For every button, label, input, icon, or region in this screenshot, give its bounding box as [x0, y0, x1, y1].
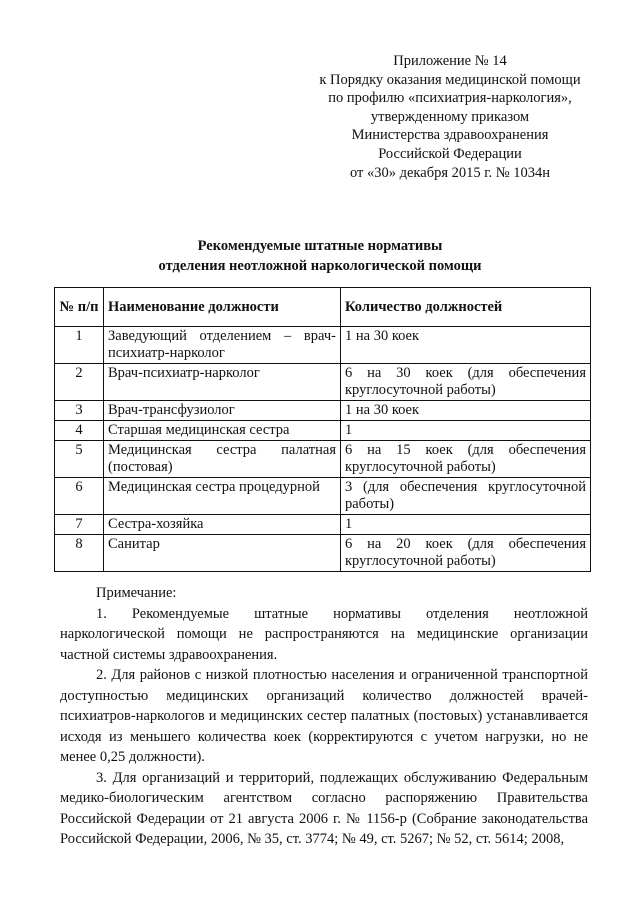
table-row — [55, 364, 591, 401]
table-row — [55, 327, 591, 364]
title-line-1: Рекомендуемые штатные нормативы — [197, 238, 443, 254]
cell-position: Сестра-хозяйка — [104, 515, 341, 535]
table-row — [55, 421, 591, 441]
cell-number: 3 — [55, 401, 104, 421]
cell-quantity: 1 на 30 коек — [341, 327, 591, 364]
appendix-line: Приложение № 14 — [393, 53, 507, 69]
appendix-line: утвержденному приказом — [370, 108, 530, 125]
cell-number: 4 — [55, 421, 104, 441]
note-item-2: 2. Для районов с низкой плотностью населения и ограниченной транспортной доступностью медицинских организаций количество должностей врачей-психиатров-наркологов и медицинских сестер палатных (постовых) устанавливается исходя из меньшего количества коек (корректируются с учетом нагрузки, но не менее 0,25 должности). — [60, 667, 588, 765]
title-line-2: отделения неотложной наркологической помощи — [158, 258, 482, 274]
cell-quantity: 6 на 20 коек (для обеспечения круглосуточной работы) — [341, 535, 591, 572]
appendix-line: к Порядку оказания медицинской помощи — [319, 71, 581, 88]
cell-position: Врач-трансфузиолог — [104, 401, 341, 421]
cell-number: 1 — [55, 327, 104, 364]
header-quantity: Количество должностей — [341, 288, 591, 327]
staffing-table — [54, 287, 591, 572]
cell-number: 2 — [55, 364, 104, 401]
cell-position: Медицинская сестра палатная (постовая) — [104, 441, 341, 478]
note-item-1: 1. Рекомендуемые штатные нормативы отделения неотложной наркологической помощи не распространяются на медицинские организации частной системы здравоохранения. — [60, 605, 588, 663]
appendix-line: Российской Федерации — [378, 145, 522, 162]
notes-section — [60, 583, 588, 850]
document-title — [0, 236, 640, 276]
cell-number: 7 — [55, 515, 104, 535]
cell-number: 5 — [55, 441, 104, 478]
cell-quantity: 6 на 30 коек (для обеспечения круглосуточной работы) — [341, 364, 591, 401]
table-header-row — [55, 288, 591, 327]
cell-number: 8 — [55, 535, 104, 572]
cell-position: Санитар — [104, 535, 341, 572]
cell-quantity: 6 на 15 коек (для обеспечения круглосуточной работы) — [341, 441, 591, 478]
appendix-header — [300, 52, 600, 182]
note-item-3: 3. Для организаций и территорий, подлежащих обслуживанию Федеральным медико-биологическим агентством согласно распоряжению Правительства Российской Федерации от 21 августа 2006 г. № 1156-р (Собрание законодательства Российской Федерации, 2006, № 35, ст. 3774; № 49, ст. 5267; № 52, ст. 5614; 2008, — [60, 769, 588, 847]
table-row — [55, 515, 591, 535]
cell-quantity: 1 на 30 коек — [341, 401, 591, 421]
table-row — [55, 535, 591, 572]
cell-number: 6 — [55, 478, 104, 515]
appendix-line: Министерства здравоохранения — [351, 127, 549, 144]
cell-position: Заведующий отделением – врач-психиатр-нарколог — [104, 327, 341, 364]
cell-quantity: 1 — [341, 421, 591, 441]
table-row — [55, 401, 591, 421]
header-number: № п/п — [55, 288, 104, 327]
table-row — [55, 478, 591, 515]
notes-label: Примечание: — [96, 585, 177, 601]
cell-position: Врач-психиатр-нарколог — [104, 364, 341, 401]
cell-position: Медицинская сестра процедурной — [104, 478, 341, 515]
cell-quantity: 3 (для обеспечения круглосуточной работы) — [341, 478, 591, 515]
appendix-line: от «30» декабря 2015 г. № 1034н — [349, 164, 551, 181]
cell-quantity: 1 — [341, 515, 591, 535]
appendix-line: по профилю «психиатрия-наркология», — [328, 90, 572, 107]
table-row — [55, 441, 591, 478]
cell-position: Старшая медицинская сестра — [104, 421, 341, 441]
header-position: Наименование должности — [104, 288, 341, 327]
